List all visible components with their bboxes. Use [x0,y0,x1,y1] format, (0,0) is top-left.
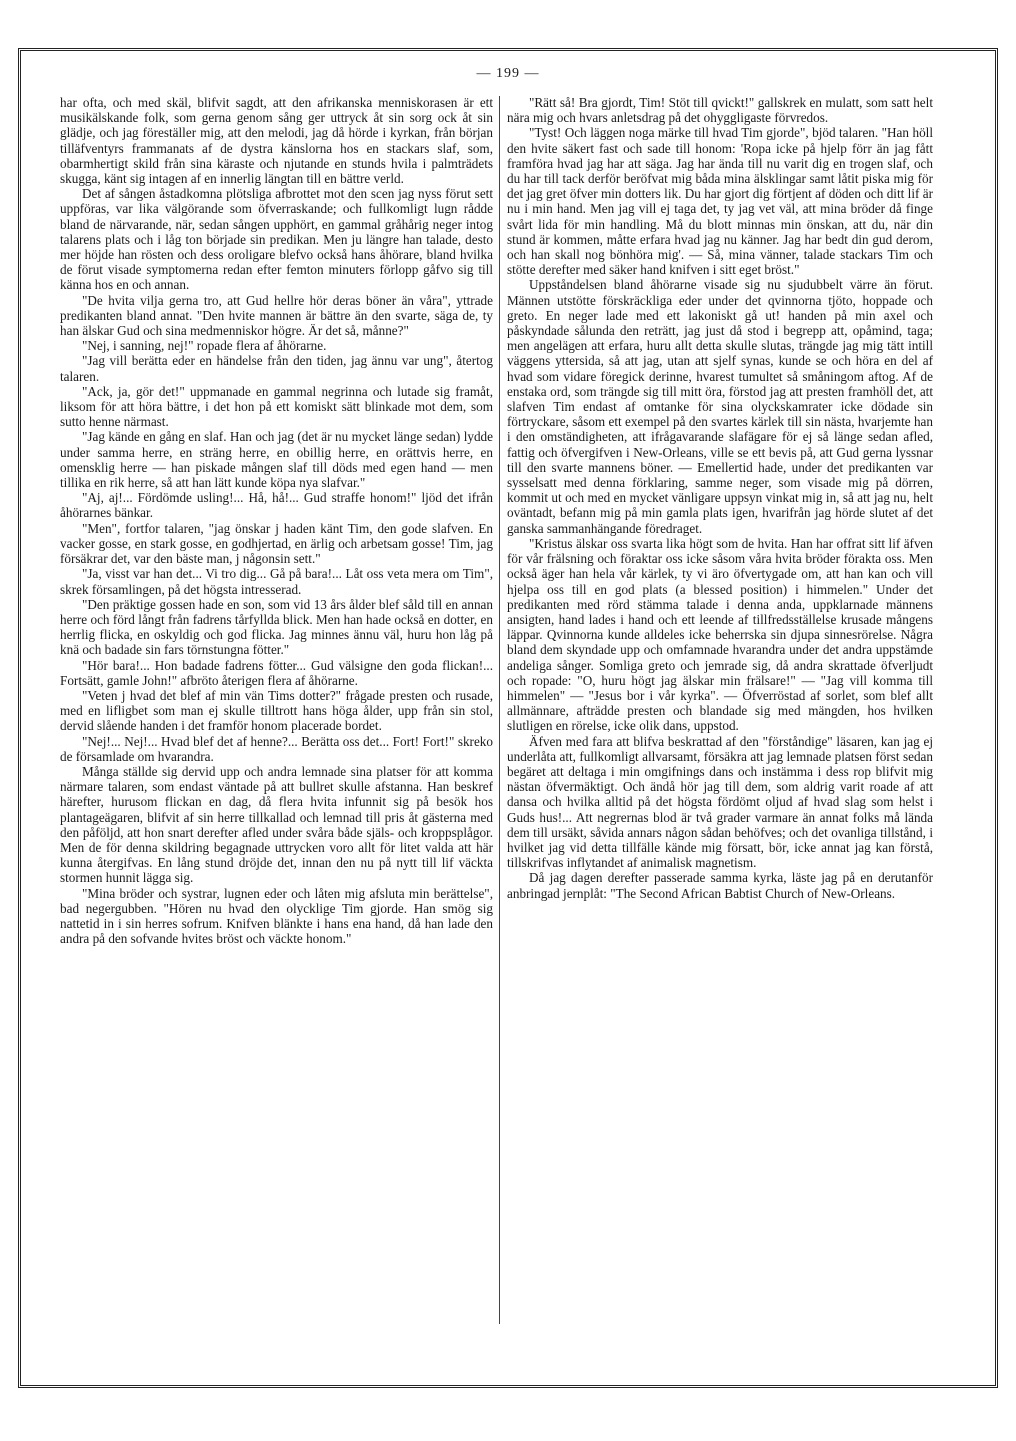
paragraph: "Nej, i sanning, nej!" ropade flera af åhörarne. [82,338,327,354]
paragraph: "Tyst! Och läggen noga märke till hvad Tim gjorde", bjöd talaren. "Han höll den hvite säkert fast och sade till honom: 'Ropa icke på hjelp förr än jag fått framföra hvad jag har att säga. Jag har ända till nu varit dig en trogen slaf, och du har till tack derför beröfvat mig båda mina älsklingar samt låtit piska mig för det jag gret öfver min dotters lik. Du har gjort dig förtjent af döden och ditt lif är nu i min hand. Men jag vill ej taga det, ty jag vet väl, att mina bröder då finge svårt lida för min handling. Må du blott minnas min önskan, att du, när din stund är kommen, måtte erfara hvad jag nu känner. Jag har bedt din gud derom, och han skall nog bönhöra mig'. — Så, mina vänner, talade stackars Tim och stötte derefter med säker hand knifven i sitt eget bröst." [507,125,933,278]
paragraph: "Veten j hvad det blef af min vän Tims dotter?" frågade presten och rusade, med en lifligbet som man ej skulle tilltrott hans höga ålder, upp från sin stol, dervid slående handen i det framför honom placerade bordet. [60,687,493,734]
paragraph: "Rätt så! Bra gjordt, Tim! Stöt till qvickt!" gallskrek en mulatt, som satt helt nära mig och hvars anletsdrag på det ohyggligaste förvredos. [507,95,933,126]
paragraph: "Jag kände en gång en slaf. Han och jag (det är nu mycket länge sedan) lydde under samma herre, en sträng herre, en obillig herre, en orättvis herre, en omensklig herre — han piskade mången slaf till döds med egen hand — men tillika en rik herre, så att han lätt kunde köpa nya slafvar." [60,429,493,491]
page-number: — 199 — [476,66,540,81]
paragraph: "Hör bara!... Hon badade fadrens fötter... Gud välsigne den goda flickan!... Fortsätt, gamle John!" afbröto återigen flera af åhörarne. [60,657,493,688]
paragraph: Det af sången åstadkomna plötsliga afbrottet mot den scen jag nyss förut sett uppföras, var lika välgörande som öfverraskande; och fullkomligt lugn rådde bland de närvarande, när, sedan sången upphört, en gammal gråhårig neger intog talarens plats och i låg ton började sin predikan. Men ju längre han talade, desto mer höjde han rösten och dess oroligare blefvo också hans åhörare, bland hvilka de förut visade symptomerna redan efter femton minuters förlopp gåfvo sig till känna hos en och annan. [60,186,493,293]
paragraph: Äfven med fara att blifva beskrattad af den "förståndige" läsaren, kan jag ej underlåta att, fullkomligt allvarsamt, försäkra att jag lemnade platsen först sedan begäret att deltaga i min omgifnings dans och instämma i dess rop blifvit mig nästan öfvermäktigt. Och ändå hör jag till dem, som aldrig varit roade af att dansa och hvilka alltid på det högsta fördömt oljud af hvad slag som helst i Guds hus!... Att negrernas blod är två grader varmare än annat folks må lända dem till ursäkt, såvida annars någon sådan behöfves; och det ovanliga tillstånd, i hvilket jag vid detta tillfälle kände mig försatt, bör, icke annat jag kan förstå, tillskrifvas inflytandet af animalisk magnetism. [507,733,933,871]
paragraph: har ofta, och med skäl, blifvit sagdt, att den afrikanska menniskorasen är ett musikälskande folk, som gerna genom sång ger uttryck åt sin sorg ock åt sin glädje, och jag föreställer mig, att den melodi, jag då hörde i kyrkan, från början tilläfventyrs frammanats af de dystra känslorna hos en stackars slaf, som, obarmhertigt skild från sina käraste och njutande en stunds hvila i palmträdets skugga, känt sig intagen af en innerlig längtan till en bättre verld. [60,95,493,187]
paragraph: "Den präktige gossen hade en son, som vid 13 års ålder blef såld till en annan herre och förd långt från fadrens tårfyllda blick. Men han hade också en dotter, en herrlig flicka, en oskyldig och god flicka. Jag minnes ännu väl, huru hon låg på knä och badade sin fars törnstungna fötter." [60,596,493,658]
left-column [60,95,493,946]
paragraph: "De hvita vilja gerna tro, att Gud hellre hör deras böner än våra", yttrade predikanten bland annat. "Den hvite mannen är bättre än den svarte, säga de, ty han älskar Gud och sina medmenniskor högre. Är det så, månne?" [60,292,493,339]
paragraph: "Ja, visst var han det... Vi tro dig... Gå på bara!... Låt oss veta mera om Tim", skrek församlingen, på det högsta intresserad. [60,566,493,597]
right-column [507,95,933,901]
paragraph: "Aj, aj!... Fördömde usling!... Hå, hå!... Gud straffe honom!" ljöd det ifrån åhörarnes bänkar. [60,490,493,521]
paragraph: "Nej!... Nej!... Hvad blef det af henne?... Berätta oss det... Fort! Fort!" skreko de församlade om hvarandra. [60,733,493,764]
paragraph: Uppståndelsen bland åhörarne visade sig nu sjudubbelt värre än förut. Männen utstötte förskräckliga eder under det qvinnorna tjöto, hoppade och greto. En neger lade med ett lakoniskt gå ut! handen på min axel och påskyndade sålunda den reträtt, jag just då stod i begrepp att, opåmind, taga; men angelägen att erfara, huru allt detta skulle slutas, trängde jag mig tätt intill väggens yttersida, så att jag, utan att sjelf synas, kunde se och höra en del af hvad som vidare föregick derinne, hvarest tumultet så småningom aftog. Af de enstaka ord, som trängde sig till mitt öra, förstod jag att presten framhöll det, att slafven Tim endast af omtanke för sina olyckskamrater icke dödade sin förtryckare, såsom ett exempel på den svartes kärlek till sin nästa, hvarjemte han i den omständigheten, att ifrågavarande slafägare för ej så länge sedan afled, fattig och öfvergifven i New-Orleans, ville se ett bevis på, att Gud gerna lyssnar till den svarte mannens böner. — Emellertid hade, under det predikanten var sysselsatt med denna förklaring, samme neger, som visade mig på dörren, kommit ut och med en mycket vänligare uppsyn vinkat mig in, så att jag nu, helt oväntadt, befann mig på min gamla plats igen, hvarifrån jag hörde slutet af det ganska sammanhängande föredraget. [507,277,933,536]
paragraph: "Mina bröder och systrar, lugnen eder och låten mig afsluta min berättelse", bad negergubben. "Hören nu hvad den olycklige Tim gjorde. Han smög sig nattetid in i sin herres sofrum. Knifven blänkte i hans ena hand, då han lade den andra på den sofvande hvites bröst och väckte honom." [60,885,493,947]
paragraph: Då jag dagen derefter passerade samma kyrka, läste jag på en derutanför anbringad jernplåt: "The Second African Babtist Church of New-Orleans. [507,870,933,901]
paragraph: "Kristus älskar oss svarta lika högt som de hvita. Han har offrat sitt lif äfven för vår frälsning och föraktar oss icke såsom våra hvita bröder förakta oss. Men också äger han hela vår kärlek, ty vi äro öfvertygade om, att han kan och vill hjelpa oss till en god plats (a blessed position) i himmelen." Under det predikanten med rörd stämma talade i denna anda, uppklarnade männens ansigten, hand lades i hand och ett leende af tillfredsställelse krusade mångens läppar. Qvinnorna kunde alldeles icke beherrska sin djupa sinnesrörelse. Några bland dem skyndade upp och omfamnade hvarandra under det andra uppstämde andeliga sånger. Somliga greto och jemrade sig, då andra skrattade öfverljudt och ropade: "O, huru högt jag älskar min frälsare!" — "Jag vill komma till himmelen" — "Jesus bor i vår kyrka". — Öfverröstad af sorlet, som blef allt allmännare, afträdde presten och blandade sig med mängden, hos hvilken slutligen en rörelse, icke olik dans, uppstod. [507,535,933,734]
paragraph: Många ställde sig dervid upp och andra lemnade sina platser för att komma närmare talaren, som endast väntade på att bullret skulle afstanna. Han beskref härefter, hurusom flickan en dag, då flera hvita infunnit sig på besök hos plantageägaren, blifvit af sin herre tillkallad och lemnad till pris åt gästerna med den påföljd, att hon snart derefter afled under svåra både själs- och kroppsplågor. Men de för denna skildring begagnade uttrycken voro allt för litet valda att här kunna återgifvas. En lång stund dröjde det, innan den nu på nytt till lif väckta stormen hunnit lägga sig. [60,763,493,886]
paragraph: "Jag vill berätta eder en händelse från den tiden, jag ännu var ung", återtog talaren. [60,353,493,384]
paragraph: "Ack, ja, gör det!" uppmanade en gammal negrinna och lutade sig framåt, liksom för att höra bättre, i det hon på ett komiskt sätt blinkade mot dem, som sutto henne närmast. [60,383,493,430]
column-divider [499,96,500,1324]
paragraph: "Men", fortfor talaren, "jag önskar j haden känt Tim, den gode slafven. En vacker gosse, en stark gosse, en godhjertad, en ärlig och arbetsam gosse! Tim, jag försäkrar det, var den bäste man, j någonsin sett." [60,520,493,567]
